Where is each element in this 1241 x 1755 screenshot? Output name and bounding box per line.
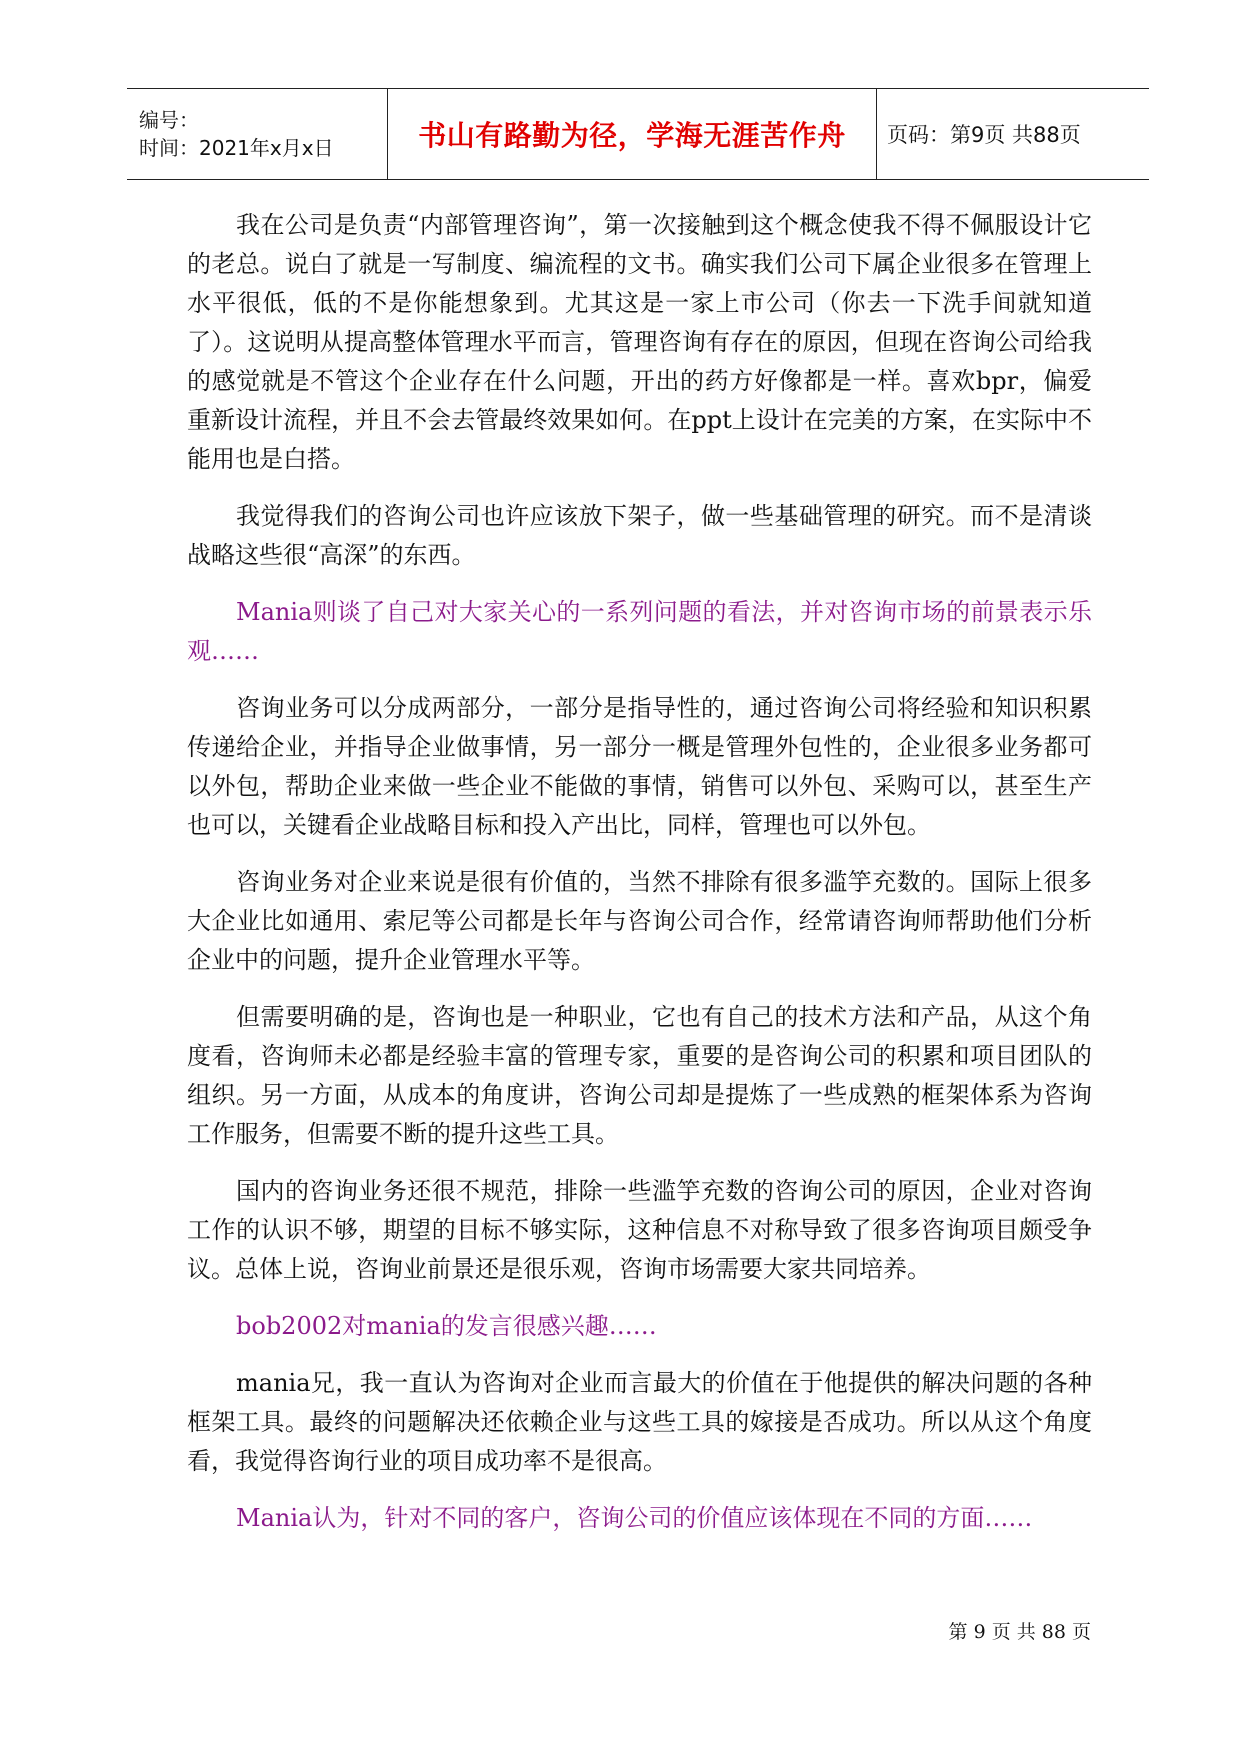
highlight-paragraph: Mania则谈了自己对大家关心的一系列问题的看法，并对咨询市场的前景表示乐观…… <box>187 598 1092 665</box>
header-meta-cell <box>127 89 388 179</box>
paragraph: 咨询业务对企业来说是很有价值的，当然不排除有很多滥竽充数的。国际上很多大企业比如通用、索尼等公司都是长年与咨询公司合作，经常请咨询师帮助他们分析企业中的问题，提升企业管理水平等。 <box>187 868 1092 974</box>
header-page-info: 页码：第9页 共88页 <box>887 123 1081 147</box>
document-body <box>187 206 1092 1556</box>
header-motto: 书山有路勤为径，学海无涯苦作舟 <box>418 119 846 152</box>
page-header <box>127 88 1149 180</box>
highlight-paragraph: Mania认为，针对不同的客户，咨询公司的价值应该体现在不同的方面…… <box>236 1504 1033 1532</box>
paragraph: mania兄，我一直认为咨询对企业而言最大的价值在于他提供的解决问题的各种框架工具。最终的问题解决还依赖企业与这些工具的嫁接是否成功。所以从这个角度看，我觉得咨询行业的项目成功率不是很高。 <box>187 1369 1092 1475</box>
paragraph: 国内的咨询业务还很不规范，排除一些滥竽充数的咨询公司的原因，企业对咨询工作的认识不够，期望的目标不够实际，这种信息不对称导致了很多咨询项目颇受争议。总体上说，咨询业前景还是很乐观，咨询市场需要大家共同培养。 <box>187 1177 1092 1283</box>
header-page-cell <box>877 89 1149 179</box>
paragraph: 我觉得我们的咨询公司也许应该放下架子，做一些基础管理的研究。而不是清谈战略这些很“高深”的东西。 <box>187 502 1092 569</box>
paragraph: 但需要明确的是，咨询也是一种职业，它也有自己的技术方法和产品，从这个角度看，咨询师未必都是经验丰富的管理专家，重要的是咨询公司的积累和项目团队的组织。另一方面，从成本的角度讲，咨询公司却是提炼了一些成熟的框架体系为咨询工作服务，但需要不断的提升这些工具。 <box>187 1003 1092 1148</box>
header-motto-cell <box>388 89 877 179</box>
time-label: 时间：2021年x月x日 <box>139 136 334 160</box>
highlight-paragraph: bob2002对mania的发言很感兴趣…… <box>236 1312 657 1340</box>
page-footer: 第 9 页 共 88 页 <box>948 1621 1091 1643</box>
serial-label: 编号： <box>139 108 199 132</box>
paragraph: 我在公司是负责“内部管理咨询”，第一次接触到这个概念使我不得不佩服设计它的老总。说白了就是一写制度、编流程的文书。确实我们公司下属企业很多在管理上水平很低，低的不是你能想象到。尤其这是一家上市公司（你去一下洗手间就知道了）。这说明从提高整体管理水平而言，管理咨询有存在的原因，但现在咨询公司给我的感觉就是不管这个企业存在什么问题，开出的药方好像都是一样。喜欢bpr，偏爱重新设计流程，并且不会去管最终效果如何。在ppt上设计在完美的方案，在实际中不能用也是白搭。 <box>187 211 1092 473</box>
paragraph: 咨询业务可以分成两部分，一部分是指导性的，通过咨询公司将经验和知识积累传递给企业，并指导企业做事情，另一部分一概是管理外包性的，企业很多业务都可以外包，帮助企业来做一些企业不能做的事情，销售可以外包、采购可以，甚至生产也可以，关键看企业战略目标和投入产出比，同样，管理也可以外包。 <box>187 694 1092 839</box>
